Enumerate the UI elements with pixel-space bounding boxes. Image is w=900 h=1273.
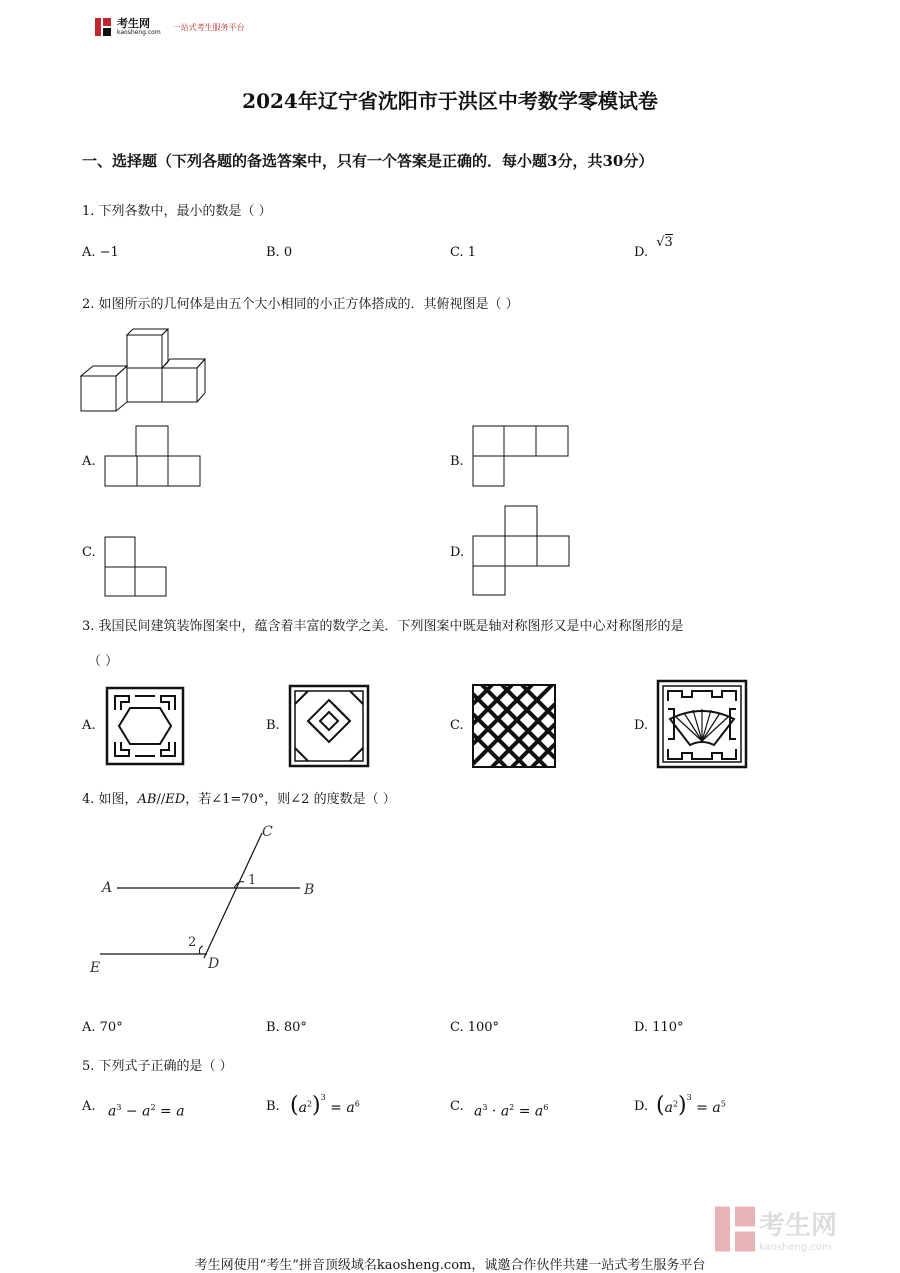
parallel-lines-figure bbox=[82, 818, 332, 978]
pattern-knot-figure bbox=[288, 684, 370, 768]
sqrt-symbol-icon: √ bbox=[656, 235, 665, 250]
point-e-label: E bbox=[90, 960, 101, 976]
question-4-option-d: D. 110° bbox=[634, 1020, 684, 1035]
question-3-option-d: D. bbox=[634, 718, 649, 733]
page-title: 2024年辽宁省沈阳市于洪区中考数学零模试卷 bbox=[242, 89, 658, 113]
page-footer: 考生网使用“考生”拼音顶级域名kaosheng.com，诚邀合作伙伴共建一站式考生服务平台 bbox=[194, 1258, 706, 1273]
q5-formula-b: $(a^2)^3 = a^6$ bbox=[290, 1093, 360, 1118]
q4-stem-parallel: // bbox=[156, 792, 166, 807]
brand-name: 考生网 bbox=[117, 17, 150, 30]
question-3-stem-cont: （ ） bbox=[88, 654, 119, 669]
option-d-label: D. bbox=[634, 245, 649, 260]
top-view-option-a bbox=[104, 425, 202, 489]
question-5-option-b: B. bbox=[266, 1099, 280, 1114]
question-5-stem: 5. 下列式子正确的是（ ） bbox=[82, 1059, 233, 1074]
q5-formula-a: $a^3 - a^2 = a$ bbox=[108, 1103, 185, 1120]
question-3-option-a: A. bbox=[82, 718, 96, 733]
question-1-stem: 1. 下列各数中，最小的数是（ ） bbox=[82, 204, 272, 219]
kaosheng-logo-icon bbox=[95, 18, 111, 36]
question-2-stem: 2. 如图所示的几何体是由五个大小相同的小正方体搭成的．其俯视图是（ ） bbox=[82, 297, 519, 312]
top-view-option-b bbox=[472, 425, 570, 489]
question-3-stem: 3. 我国民间建筑装饰图案中，蕴含着丰富的数学之美．下列图案中既是轴对称图形又是中心对称图形的是 bbox=[82, 619, 684, 634]
question-2-option-b: B. bbox=[450, 454, 464, 469]
question-1-option-a: A. −1 bbox=[82, 245, 119, 260]
question-5-option-d: D. bbox=[634, 1099, 649, 1114]
question-1-option-b: B. 0 bbox=[266, 245, 293, 260]
brand-logo bbox=[95, 18, 245, 36]
cube-stack-figure bbox=[80, 325, 210, 415]
brand-domain: kaosheng.com bbox=[117, 29, 161, 36]
pattern-fan-figure bbox=[656, 679, 748, 769]
point-b-label: B bbox=[304, 882, 315, 898]
section-heading: 一、选择题（下列各题的备选答案中，只有一个答案是正确的．每小题3分，共30分） bbox=[82, 152, 654, 170]
q4-stem-ed: ED bbox=[165, 792, 186, 807]
watermark bbox=[715, 1205, 837, 1253]
question-5-option-a: A. bbox=[82, 1099, 96, 1114]
angle-2-label: 2 bbox=[188, 935, 197, 950]
pattern-weave-figure bbox=[472, 684, 556, 768]
question-4-option-a: A. 70° bbox=[82, 1020, 123, 1035]
question-2-option-a: A. bbox=[82, 454, 96, 469]
question-3-option-b: B. bbox=[266, 718, 280, 733]
kaosheng-watermark-icon bbox=[715, 1206, 755, 1252]
question-4-stem bbox=[82, 788, 396, 807]
sqrt-radicand: 3 bbox=[664, 235, 673, 250]
question-4-option-b: B. 80° bbox=[266, 1020, 307, 1035]
point-a-label: A bbox=[102, 880, 113, 896]
angle-1-label: 1 bbox=[248, 873, 257, 888]
top-view-option-c bbox=[104, 536, 168, 598]
question-2-option-c: C. bbox=[82, 545, 96, 560]
question-2-option-d: D. bbox=[450, 545, 465, 560]
q4-stem-rest: ，若∠1=70°，则∠2 的度数是（ ） bbox=[185, 792, 396, 807]
question-4-option-c: C. 100° bbox=[450, 1020, 500, 1035]
question-1-option-d bbox=[634, 235, 673, 260]
question-1-option-c: C. 1 bbox=[450, 245, 477, 260]
pattern-hexagon-figure bbox=[105, 686, 185, 766]
question-3-option-c: C. bbox=[450, 718, 464, 733]
watermark-domain: kaosheng.com bbox=[759, 1242, 832, 1253]
brand-slogan: 一站式考生服务平台 bbox=[172, 22, 245, 32]
q4-stem-ab: AB bbox=[137, 792, 157, 807]
watermark-text: 考生网 bbox=[759, 1211, 838, 1241]
question-5-option-c: C. bbox=[450, 1099, 464, 1114]
point-d-label: D bbox=[208, 956, 220, 972]
q5-formula-c: $a^3 \cdot a^2 = a^6$ bbox=[474, 1103, 549, 1120]
q5-formula-d: $(a^2)^3 = a^5$ bbox=[656, 1093, 726, 1118]
point-c-label: C bbox=[262, 824, 273, 840]
top-view-option-d bbox=[472, 505, 572, 597]
q4-stem-prefix: 4. 如图， bbox=[82, 792, 138, 807]
